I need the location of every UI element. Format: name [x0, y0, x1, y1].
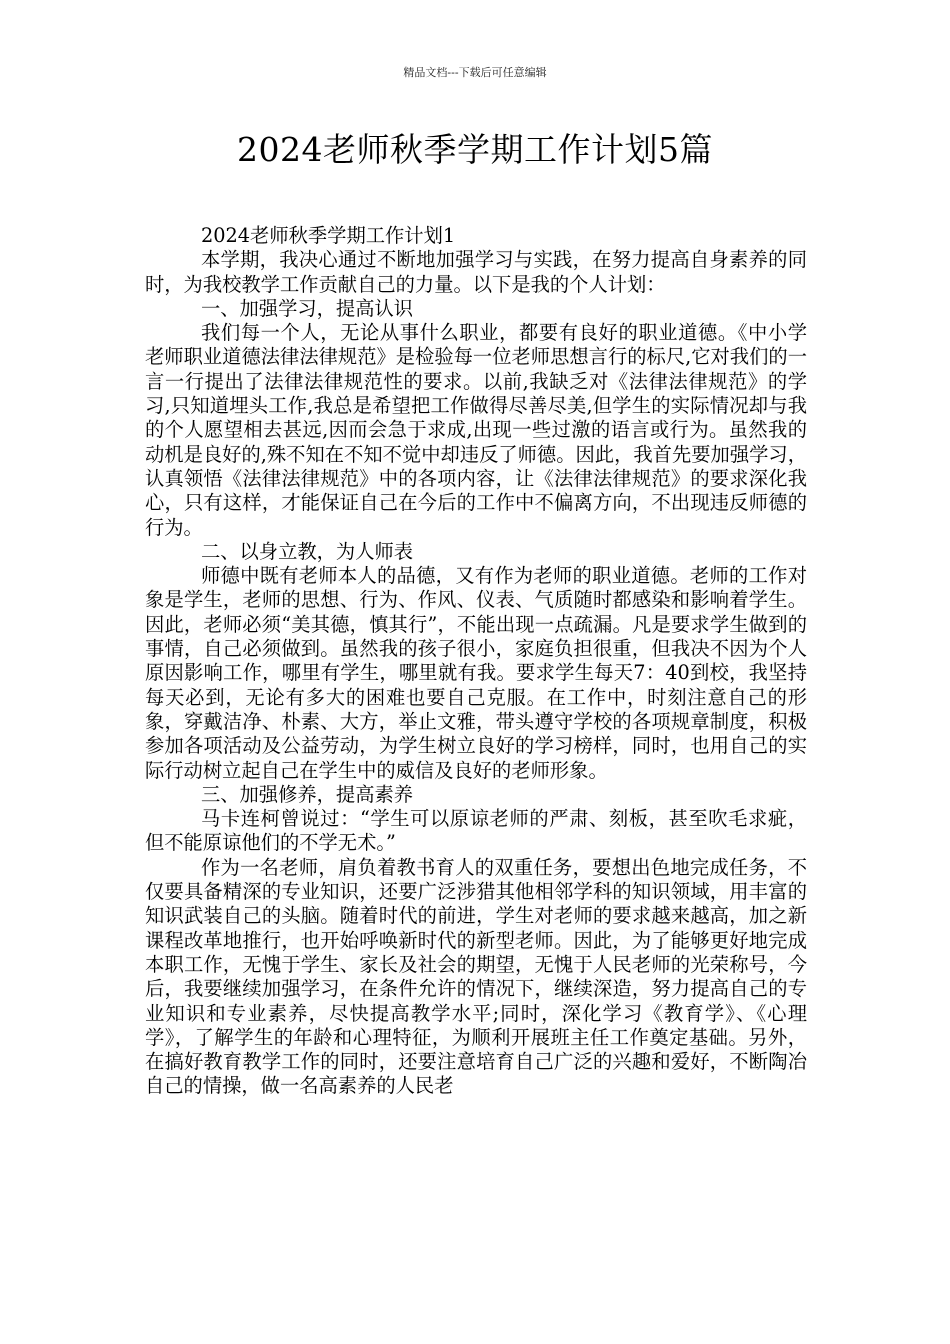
quote-paragraph: 马卡连柯曾说过：“学生可以原谅老师的严肃、刻板，甚至吹毛求疵，但不能原谅他们的不学无术。” [145, 807, 807, 855]
section-heading: 一、加强学习，提高认识 [200, 296, 414, 320]
section-title: 2024老师秋季学期工作计划1 [200, 224, 456, 247]
section-heading: 二、以身立教，为人师表 [200, 539, 414, 563]
paragraph: 我们每一个人，无论从事什么职业，都要有良好的职业道德。《中小学老师职业道德法律法律规范》是检验每一位老师思想言行的标尺,它对我们的一言一行提出了法律法律规范性的要求。以前,我缺乏对《法律法律规范》的学习,只知道埋头工作,我总是希望把工作做得尽善尽美,但学生的实际情况却与我的个人愿望相去甚远,因而会急于求成,出现一些过激的语言或行为。虽然我的动机是良好的,殊不知在不知不觉中却违反了师德。因此，我首先要加强学习，认真领悟《法律法律规范》中的各项内容，让《法律法律规范》的要求深化我心，只有这样，才能保证自己在今后的工作中不偏离方向，不出现违反师德的行为。 [145, 321, 807, 539]
document-title: 2024老师秋季学期工作计划5篇 [237, 130, 713, 169]
page-header: 精品文档---下载后可任意编辑 [403, 66, 547, 79]
paragraph: 本学期，我决心通过不断地加强学习与实践，在努力提高自身素养的同时，为我校教学工作贡献自己的力量。以下是我的个人计划： [145, 248, 807, 296]
document-body [145, 224, 807, 1099]
paragraph: 作为一名老师，肩负着教书育人的双重任务，要想出色地完成任务，不仅要具备精深的专业知识，还要广泛涉猎其他相邻学科的知识领域，用丰富的知识武装自己的头脑。随着时代的前进，学生对老师的要求越来越高，加之新课程改革地推行，也开始呼唤新时代的新型老师。因此，为了能够更好地完成本职工作，无愧于学生、家长及社会的期望，无愧于人民老师的光荣称号，今后，我要继续加强学习，在条件允许的情况下，继续深造，努力提高自己的专业知识和专业素养，尽快提高教学水平;同时，深化学习《教育学》、《心理学》，了解学生的年龄和心理特征，为顺利开展班主任工作奠定基础。另外，在搞好教育教学工作的同时，还要注意培育自己广泛的兴趣和爱好，不断陶冶自己的情操，做一名高素养的人民老 [145, 855, 807, 1098]
section-heading: 三、加强修养，提高素养 [200, 782, 414, 806]
paragraph: 师德中既有老师本人的品德，又有作为老师的职业道德。老师的工作对象是学生，老师的思想、行为、作风、仪表、气质随时都感染和影响着学生。因此，老师必须“美其德，慎其行”，不能出现一点疏漏。凡是要求学生做到的事情，自己必须做到。虽然我的孩子很小，家庭负担很重，但我决不因为个人原因影响工作，哪里有学生，哪里就有我。要求学生每天7：40到校，我坚持每天必到，无论有多大的困难也要自己克服。在工作中，时刻注意自己的形象，穿戴洁净、朴素、大方，举止文雅，带头遵守学校的各项规章制度，积极参加各项活动及公益劳动，为学生树立良好的学习榜样，同时，也用自己的实际行动树立起自己在学生中的威信及良好的老师形象。 [145, 564, 807, 782]
